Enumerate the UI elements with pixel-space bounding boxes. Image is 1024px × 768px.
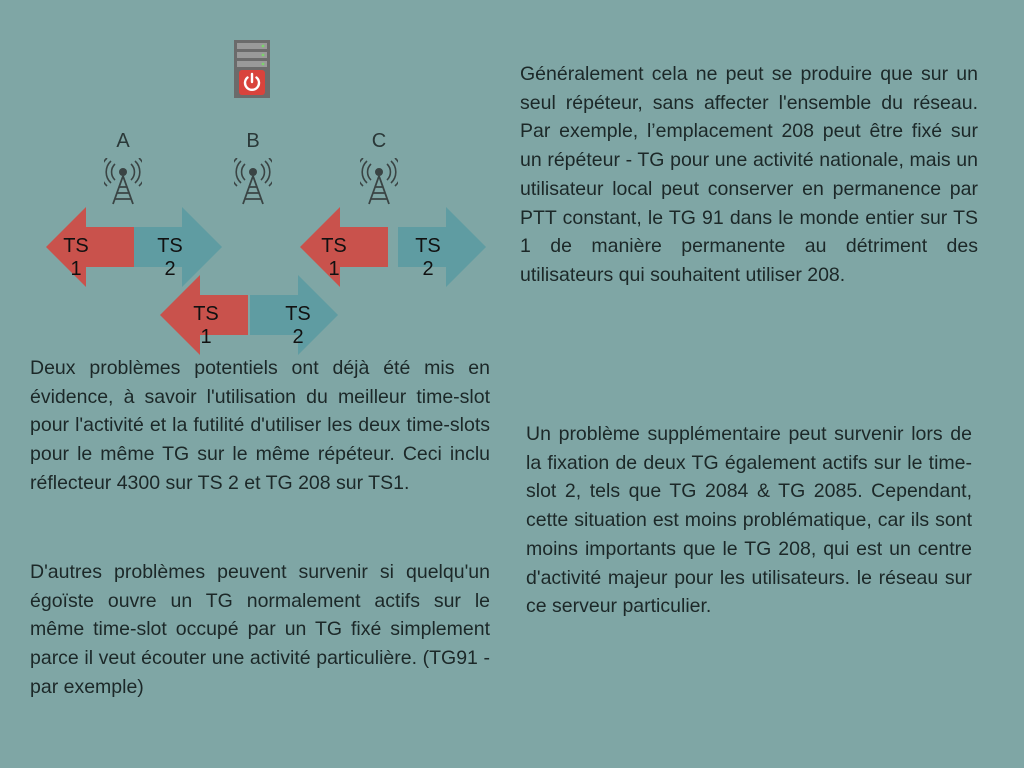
paragraph-left-1: Deux problèmes potentiels ont déjà été mis en évidence, à savoir l'utilisation du meilleur time-slot pour l'activité et la futilité d'utiliser les deux time-slots pour le même TG sur le même répéteur. Ceci inclu réflecteur 4300 sur TS 2 et TG 208 sur TS1. (30, 357, 490, 494)
ts2-arrow-right (398, 207, 498, 280)
ts1-arrow-left (160, 275, 260, 348)
tower-label-c: C (371, 130, 387, 152)
radio-tower-icon (360, 158, 398, 211)
ts-label: TS 2 (415, 235, 441, 280)
tower-label-b: B (246, 130, 260, 152)
ts-label: TS 2 (157, 235, 183, 280)
ts1-arrow-left (300, 207, 400, 280)
tower-label-a: A (116, 130, 130, 152)
paragraph-top-right: Généralement cela ne peut se produire que sur un seul répéteur, sans affecter l'ensemble du réseau. Par exemple, l’emplacement 208 peut être fixé sur un répéteur - TG pour une activité nationale, mais un utilisateur local peut conserver en permanence par PTT constant, le TG 91 dans le monde entier sur TS 1 de manière permanente au détriment des utilisateurs qui souhaitent utiliser 208. (520, 63, 978, 286)
radio-tower-icon (234, 158, 272, 211)
ts2-arrow-right (134, 207, 234, 280)
paragraph-bottom-right: Un problème supplémentaire peut survenir lors de la fixation de deux TG également actifs sur le time-slot 2, tels que TG 2084 & TG 2085. Cependant, cette situation est moins problématique, car ils sont moins importants que le TG 208, qui est un centre d'activité majeur pour les utilisateurs. le réseau sur ce serveur particulier. (526, 423, 972, 618)
server-power-icon (234, 40, 270, 98)
ts2-arrow-right (250, 275, 350, 348)
ts-label: TS 1 (321, 235, 347, 280)
ts-label: TS 1 (63, 235, 89, 280)
ts-label: TS 2 (285, 303, 311, 348)
radio-tower-icon (104, 158, 142, 211)
ts-label: TS 1 (193, 303, 219, 348)
paragraph-left-2: D'autres problèmes peuvent survenir si quelqu'un égoïste ouvre un TG normalement actifs sur le même time-slot occupé par un TG fixé simplement parce il veut écouter une activité particulière. (TG91 - par exemple) (30, 561, 490, 698)
ts1-arrow-left (46, 207, 146, 280)
